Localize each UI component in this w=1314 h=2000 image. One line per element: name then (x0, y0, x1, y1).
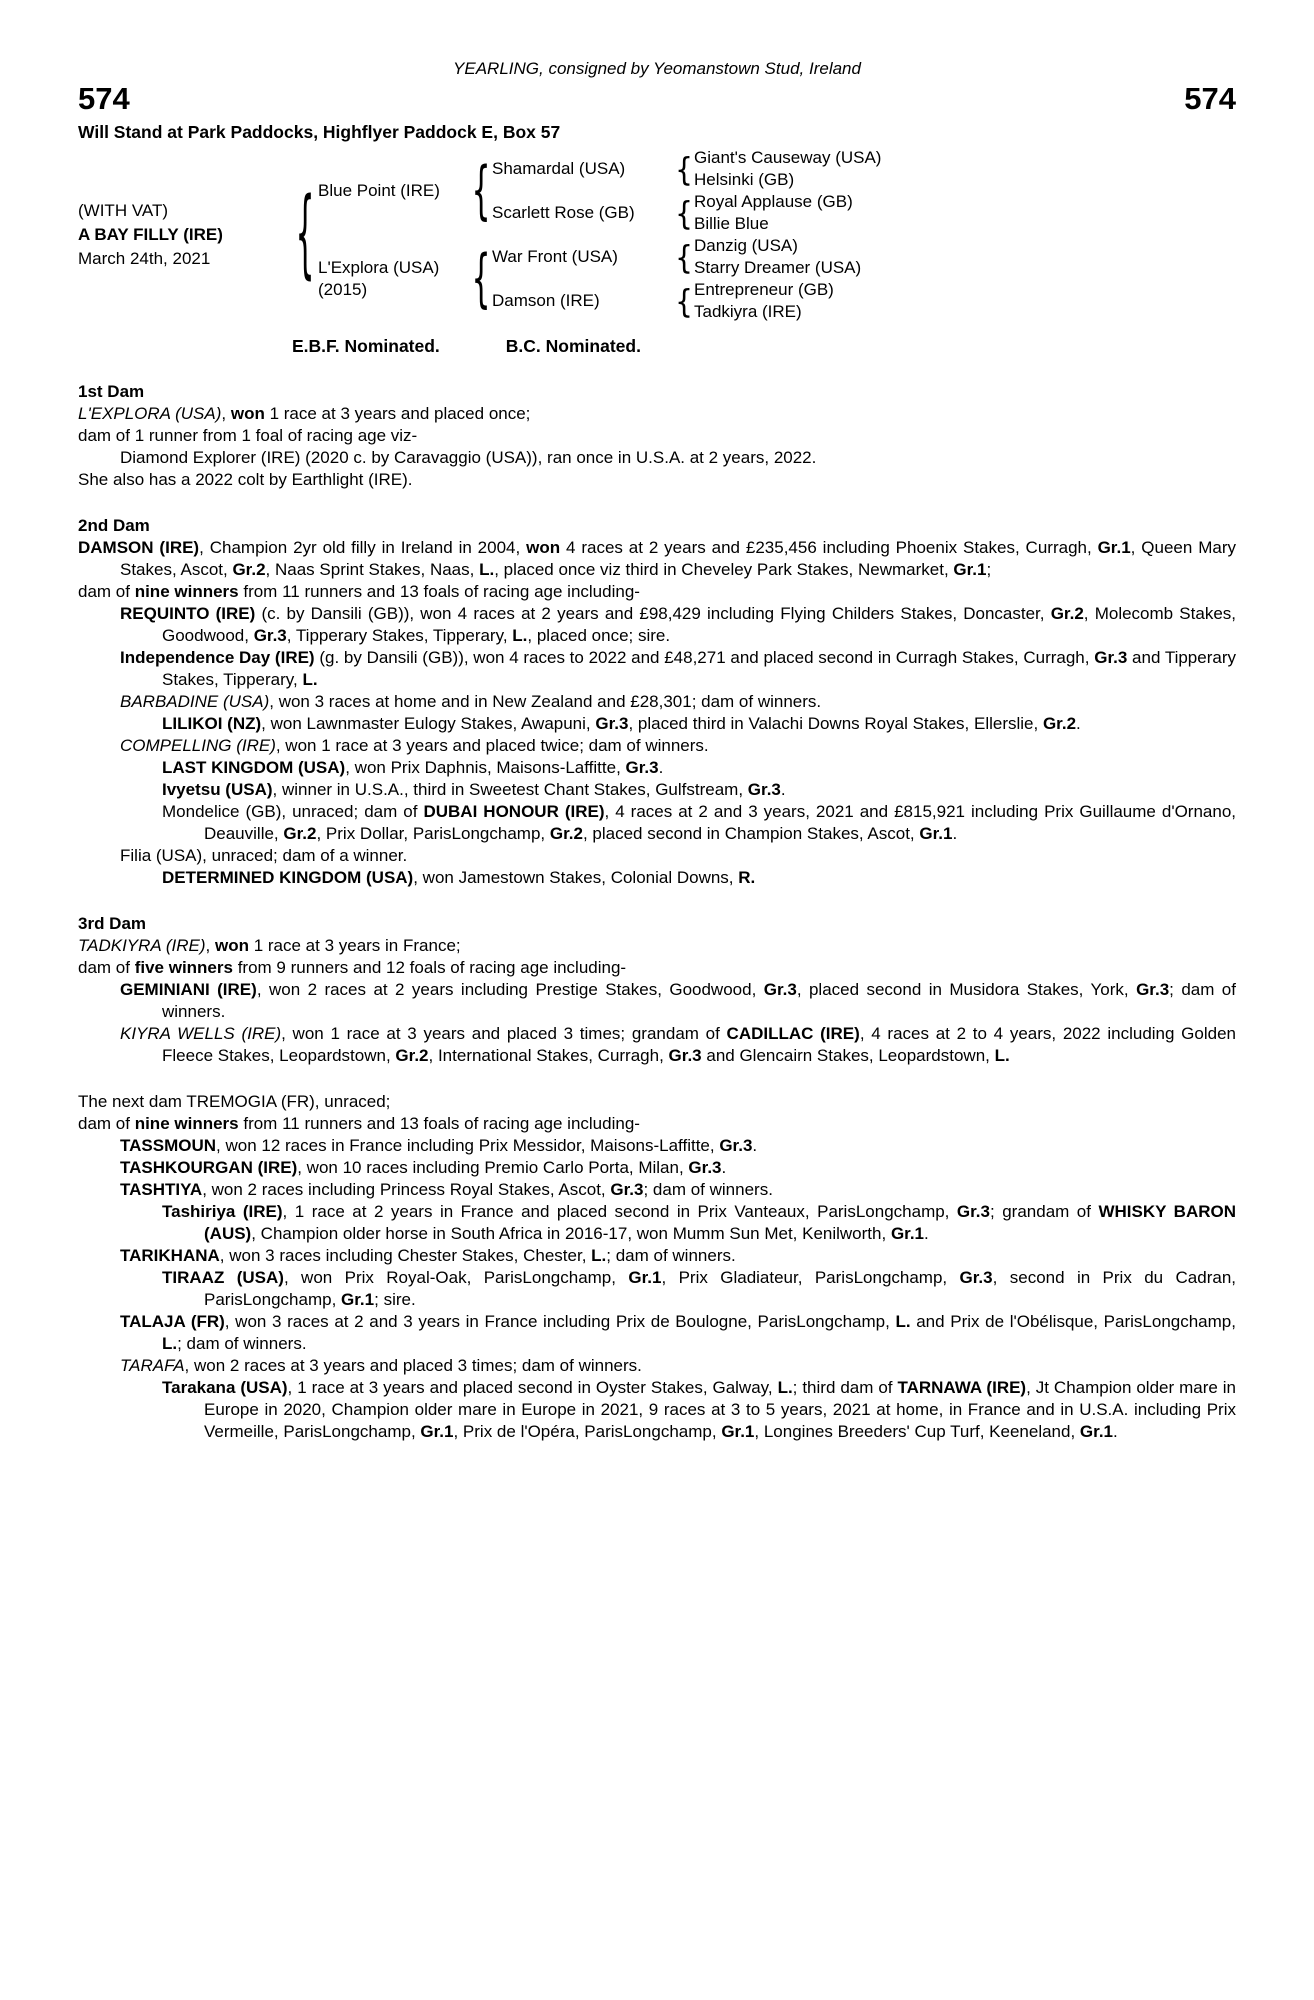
paragraph (78, 447, 1236, 469)
text-segment: , second in Prix du Cadran, ParisLongchamp, (204, 1268, 1236, 1309)
sire-sire-sire-name: Giant's Causeway (USA) (694, 148, 882, 167)
text-segment: L. (479, 560, 495, 579)
text-segment: , Champion older horse in South Africa in 2016-17, won Mumm Sun Met, Kenilworth, (251, 1224, 891, 1243)
text-segment: L. (591, 1246, 607, 1265)
text-segment: ; dam of winners. (643, 1180, 773, 1199)
nominations-row (78, 335, 1236, 357)
text-segment: dam of 1 runner from 1 foal of racing age viz- (78, 426, 418, 445)
dam-dam-name: Damson (IRE) (492, 291, 600, 310)
text-segment: Gr.1 (628, 1268, 662, 1287)
text-segment: five winners (134, 958, 233, 977)
dam-granddam-branch (492, 279, 1236, 323)
section-2nd-dam (78, 515, 1236, 889)
text-segment: L'EXPLORA (USA) (78, 404, 222, 423)
text-segment: Gr.1 (721, 1422, 755, 1441)
text-segment: . (780, 780, 786, 799)
dam-sire-dam-name: Starry Dreamer (USA) (694, 258, 862, 277)
text-segment: ; sire. (374, 1290, 416, 1309)
text-segment: , won Jamestown Stakes, Colonial Downs, (413, 868, 739, 887)
lot-number-right: 574 (1184, 81, 1236, 116)
pedigree-tree (318, 147, 1236, 323)
paragraph (78, 867, 1236, 889)
text-segment: DUBAI HONOUR (IRE) (423, 802, 605, 821)
text-segment: LAST KINGDOM (USA) (162, 758, 346, 777)
paragraph (78, 403, 1236, 425)
text-segment: . (1076, 714, 1081, 733)
text-segment: . (721, 1158, 727, 1177)
paragraph (78, 845, 1236, 867)
text-segment: , Jt Champion older mare in Europe in 2020, Champion older mare in Europe in 2021, 9 races at 3 to 5 years, 2021 at home, in France and in U.S.A. including Prix Vermeille, ParisLongchamp, (204, 1378, 1236, 1441)
dam-brace: { (471, 242, 491, 316)
text-segment: . (924, 1224, 929, 1243)
text-segment: . (1113, 1422, 1118, 1441)
text-segment: ; dam of winners. (177, 1334, 307, 1353)
text-segment: , won Prix Royal-Oak, ParisLongchamp, (283, 1268, 629, 1287)
horse-name: A BAY FILLY (IRE) (78, 225, 223, 244)
text-segment: TASHKOURGAN (IRE) (120, 1158, 298, 1177)
dam-sire-brace: { (675, 238, 693, 276)
text-segment: , won 2 races including Princess Royal Stakes, Ascot, (202, 1180, 611, 1199)
text-segment: Filia (USA), unraced; dam of a winner. (120, 846, 408, 865)
text-segment: L. (512, 626, 528, 645)
text-segment: L. (994, 1046, 1010, 1065)
text-segment: Gr.2 (232, 560, 266, 579)
dam-branch (318, 235, 1236, 323)
text-segment: , placed once viz third in Cheveley Park Stakes, Newmarket, (494, 560, 954, 579)
paragraph (78, 581, 1236, 603)
text-segment: ; grandam of (990, 1202, 1099, 1221)
paragraph (78, 757, 1236, 779)
text-segment: ; dam of winners. (606, 1246, 736, 1265)
paragraph (78, 691, 1236, 713)
text-segment: , Longines Breeders' Cup Turf, Keeneland, (754, 1422, 1080, 1441)
text-segment: , won 2 races at 3 years and placed 3 times; dam of winners. (184, 1356, 642, 1375)
text-segment: Gr.2 (395, 1046, 429, 1065)
text-segment: REQUINTO (IRE) (120, 604, 256, 623)
section-1st-dam (78, 381, 1236, 491)
text-segment: Gr.3 (1136, 980, 1170, 999)
text-segment: , Molecomb Stakes, Goodwood, (162, 604, 1236, 645)
section-body (78, 935, 1236, 1067)
text-segment: Gr.1 (890, 1224, 925, 1243)
paragraph (78, 1267, 1236, 1311)
paragraph (78, 957, 1236, 979)
text-segment: L. (895, 1312, 911, 1331)
text-segment: Gr.3 (959, 1268, 993, 1287)
section-heading: 3rd Dam (78, 914, 147, 933)
text-segment: , placed once; sire. (527, 626, 671, 645)
text-segment: Gr.2 (549, 824, 583, 843)
foaling-date: March 24th, 2021 (78, 249, 211, 268)
vat-note: (WITH VAT) (78, 201, 169, 220)
text-segment: , (221, 404, 231, 423)
text-segment: dam of (78, 958, 135, 977)
text-segment: nine winners (134, 582, 239, 601)
text-segment: Gr.3 (253, 626, 287, 645)
text-segment: , Prix de l'Opéra, ParisLongchamp, (453, 1422, 722, 1441)
text-segment: Gr.2 (1050, 604, 1084, 623)
paragraph (78, 935, 1236, 957)
text-segment: Diamond Explorer (IRE) (2020 c. by Caravaggio (USA)), ran once in U.S.A. at 2 years, 2022. (120, 448, 817, 467)
text-segment: , won 1 race at 3 years and placed twice; dam of winners. (275, 736, 709, 755)
text-segment: Gr.1 (953, 560, 987, 579)
text-segment: Tarakana (USA) (162, 1378, 288, 1397)
paragraph (78, 647, 1236, 691)
text-segment: 1 race at 3 years and placed once; (264, 404, 531, 423)
dam-dam-dam-name: Tadkiyra (IRE) (694, 302, 802, 321)
text-segment: , winner in U.S.A., third in Sweetest Chant Stakes, Gulfstream, (272, 780, 748, 799)
paragraph (78, 1179, 1236, 1201)
text-segment: LILIKOI (NZ) (162, 714, 262, 733)
sire-dam-name: Scarlett Rose (GB) (492, 203, 635, 222)
text-segment: TARAFA (120, 1356, 185, 1375)
paragraph (78, 1135, 1236, 1157)
paragraph (78, 713, 1236, 735)
text-segment: TADKIYRA (IRE) (78, 936, 206, 955)
text-segment: ; (986, 560, 992, 579)
damsire-branch (492, 235, 1236, 279)
text-segment: TIRAAZ (USA) (162, 1268, 284, 1287)
text-segment: , won 1 race at 3 years and placed 3 times; grandam of (281, 1024, 727, 1043)
text-segment: , won 3 races at home and in New Zealand and £28,301; dam of winners. (269, 692, 822, 711)
sire-brace: { (471, 154, 491, 228)
text-segment: TASHTIYA (120, 1180, 203, 1199)
text-segment: L. (777, 1378, 793, 1397)
text-segment: ; dam of winners. (162, 980, 1236, 1021)
text-segment: COMPELLING (IRE) (120, 736, 276, 755)
text-segment: , Tipperary Stakes, Tipperary, (286, 626, 513, 645)
dam-name: L'Explora (USA) (318, 258, 440, 277)
paragraph (78, 1355, 1236, 1377)
paragraph (78, 801, 1236, 845)
text-segment: GEMINIANI (IRE) (120, 980, 257, 999)
paragraph (78, 1245, 1236, 1267)
text-segment: nine winners (134, 1114, 239, 1133)
text-segment: CADILLAC (IRE) (726, 1024, 860, 1043)
text-segment: , placed third in Valachi Downs Royal Stakes, Ellerslie, (628, 714, 1043, 733)
text-segment: DETERMINED KINGDOM (USA) (162, 868, 414, 887)
bc-nomination: B.C. Nominated. (505, 336, 641, 356)
text-segment: (c. by Dansili (GB)), won 4 races at 2 years and £98,429 including Flying Childers Stakes, Doncaster, (255, 604, 1051, 623)
text-segment: , placed second in Champion Stakes, Ascot, (582, 824, 920, 843)
sire-name: Blue Point (IRE) (318, 181, 440, 200)
dam-year: (2015) (318, 280, 368, 299)
text-segment: , International Stakes, Curragh, (428, 1046, 669, 1065)
stand-location-line: Will Stand at Park Paddocks, Highflyer Paddock E, Box 57 (78, 122, 561, 142)
paragraph (78, 779, 1236, 801)
text-segment: from 11 runners and 13 foals of racing age including- (238, 1114, 640, 1133)
text-segment: Gr.2 (283, 824, 317, 843)
text-segment: . (952, 824, 958, 843)
text-segment: Gr.3 (625, 758, 659, 777)
text-segment: Gr.3 (688, 1158, 722, 1177)
dam-name-block (318, 257, 470, 301)
text-segment: BARBADINE (USA) (120, 692, 270, 711)
dam-sire-name: War Front (USA) (492, 247, 618, 266)
text-segment: DAMSON (IRE) (78, 538, 200, 557)
text-segment: Gr.1 (1079, 1422, 1114, 1441)
paragraph (78, 1023, 1236, 1067)
text-segment: Gr.3 (595, 714, 629, 733)
text-segment: Tashiriya (IRE) (162, 1202, 283, 1221)
text-segment: , won Lawnmaster Eulogy Stakes, Awapuni, (261, 714, 596, 733)
text-segment: Gr.3 (668, 1046, 702, 1065)
text-segment: KIYRA WELLS (IRE) (120, 1024, 282, 1043)
paragraph (78, 603, 1236, 647)
text-segment: TASSMOUN (120, 1136, 217, 1155)
paragraph (78, 1377, 1236, 1443)
section-body (78, 1091, 1236, 1443)
text-segment: , 1 race at 2 years in France and placed second in Prix Vanteaux, ParisLongchamp, (282, 1202, 957, 1221)
section-body (78, 403, 1236, 491)
text-segment: (g. by Dansili (GB)), won 4 races to 2022 and £48,271 and placed second in Curragh Stakes, Curragh, (314, 648, 1095, 667)
text-segment: 4 races at 2 years and £235,456 including Phoenix Stakes, Curragh, (560, 538, 1098, 557)
text-segment: L. (162, 1334, 178, 1353)
text-segment: dam of (78, 1114, 135, 1133)
paragraph (78, 425, 1236, 447)
text-segment: Mondelice (GB), unraced; dam of (162, 802, 424, 821)
text-segment: won (526, 538, 561, 557)
text-segment: won (230, 404, 265, 423)
section-body (78, 537, 1236, 889)
dam-dam-brace: { (675, 282, 693, 320)
text-segment: and Glencairn Stakes, Leopardstown, (701, 1046, 995, 1065)
grandsire-branch (492, 147, 1236, 191)
ebf-nomination: E.B.F. Nominated. (292, 336, 440, 356)
text-segment: TALAJA (FR) (120, 1312, 225, 1331)
sire-dam-dam-name: Billie Blue (694, 214, 769, 233)
text-segment: and Prix de l'Obélisque, ParisLongchamp, (910, 1312, 1236, 1331)
text-segment: , won 2 races at 2 years including Prestige Stakes, Goodwood, (256, 980, 764, 999)
text-segment: Gr.1 (919, 824, 953, 843)
paragraph (78, 1311, 1236, 1355)
text-segment: , 4 races at 2 to 4 years, 2022 including Golden Fleece Stakes, Leopardstown, (162, 1024, 1236, 1065)
text-segment: , won 3 races including Chester Stakes, Chester, (219, 1246, 592, 1265)
dam-sire-sire-name: Danzig (USA) (694, 236, 798, 255)
lot-number-left: 574 (78, 81, 130, 116)
text-segment: Gr.3 (763, 980, 797, 999)
lot-number-row (78, 82, 1236, 116)
paragraph (78, 979, 1236, 1023)
text-segment: , won 10 races including Premio Carlo Porta, Milan, (297, 1158, 689, 1177)
pedigree-main-brace: { (295, 179, 315, 291)
sire-dam-sire-name: Royal Applause (GB) (694, 192, 853, 211)
text-segment: , Champion 2yr old filly in Ireland in 2004, (199, 538, 527, 557)
text-segment: Ivyetsu (USA) (162, 780, 273, 799)
text-segment: , won 12 races in France including Prix Messidor, Maisons-Laffitte, (216, 1136, 720, 1155)
text-segment: Gr.3 (956, 1202, 990, 1221)
text-segment: Gr.3 (747, 780, 781, 799)
text-segment: , Prix Gladiateur, ParisLongchamp, (661, 1268, 960, 1287)
sire-granddam-branch (492, 191, 1236, 235)
paragraph (78, 469, 1236, 491)
text-segment: Gr.3 (610, 1180, 644, 1199)
text-segment: dam of (78, 582, 135, 601)
paragraph (78, 1201, 1236, 1245)
text-segment: Gr.2 (1042, 714, 1077, 733)
text-segment: , Naas Sprint Stakes, Naas, (265, 560, 480, 579)
section-next-dam (78, 1091, 1236, 1443)
text-segment: . (658, 758, 664, 777)
text-segment: , Queen Mary Stakes, Ascot, (120, 538, 1236, 579)
text-segment: Gr.3 (1094, 648, 1128, 667)
text-segment: , won 3 races at 2 and 3 years in France including Prix de Boulogne, ParisLongchamp, (224, 1312, 896, 1331)
text-segment: from 11 runners and 13 foals of racing age including- (238, 582, 640, 601)
section-3rd-dam (78, 913, 1236, 1067)
text-segment: WHISKY BARON (AUS) (204, 1202, 1236, 1243)
text-segment: L. (302, 670, 318, 689)
text-segment: R. (738, 868, 756, 887)
section-heading: 2nd Dam (78, 516, 150, 535)
text-segment: and Tipperary Stakes, Tipperary, (162, 648, 1236, 689)
sire-branch (318, 147, 1236, 235)
text-segment: , (205, 936, 215, 955)
text-segment: Gr.1 (341, 1290, 375, 1309)
paragraph (78, 1091, 1236, 1113)
text-segment: The next dam TREMOGIA (FR), unraced; (78, 1092, 391, 1111)
text-segment: ; third dam of (792, 1378, 898, 1397)
text-segment: Gr.3 (719, 1136, 753, 1155)
consignor-line: YEARLING, consigned by Yeomanstown Stud, Ireland (453, 59, 861, 78)
section-heading: 1st Dam (78, 382, 145, 401)
paragraph (78, 1157, 1236, 1179)
text-segment: She also has a 2022 colt by Earthlight (IRE). (78, 470, 413, 489)
text-segment: , won Prix Daphnis, Maisons-Laffitte, (345, 758, 626, 777)
paragraph (78, 1113, 1236, 1135)
sire-dam-brace: { (675, 194, 693, 232)
text-segment: 1 race at 3 years in France; (248, 936, 461, 955)
horse-details (78, 199, 292, 271)
paragraph (78, 735, 1236, 757)
text-segment: TARNAWA (IRE) (897, 1378, 1027, 1397)
text-segment: , Prix Dollar, ParisLongchamp, (316, 824, 550, 843)
text-segment: Gr.1 (420, 1422, 454, 1441)
text-segment: , 1 race at 3 years and placed second in Oyster Stakes, Galway, (287, 1378, 778, 1397)
sire-sire-dam-name: Helsinki (GB) (694, 170, 795, 189)
text-segment: TARIKHANA (120, 1246, 220, 1265)
sire-sire-name: Shamardal (USA) (492, 159, 626, 178)
dam-dam-sire-name: Entrepreneur (GB) (694, 280, 834, 299)
sire-sire-brace: { (675, 150, 693, 188)
text-segment: . (752, 1136, 758, 1155)
text-segment: , 4 races at 2 and 3 years, 2021 and £815,921 including Prix Guillaume d'Ornano, Deauville, (204, 802, 1236, 843)
text-segment: , placed second in Musidora Stakes, York, (796, 980, 1137, 999)
pedigree-table (78, 147, 1236, 323)
text-segment: Gr.1 (1097, 538, 1131, 557)
text-segment: Independence Day (IRE) (120, 648, 315, 667)
text-segment: won (214, 936, 249, 955)
paragraph (78, 537, 1236, 581)
text-segment: from 9 runners and 12 foals of racing age including- (232, 958, 627, 977)
